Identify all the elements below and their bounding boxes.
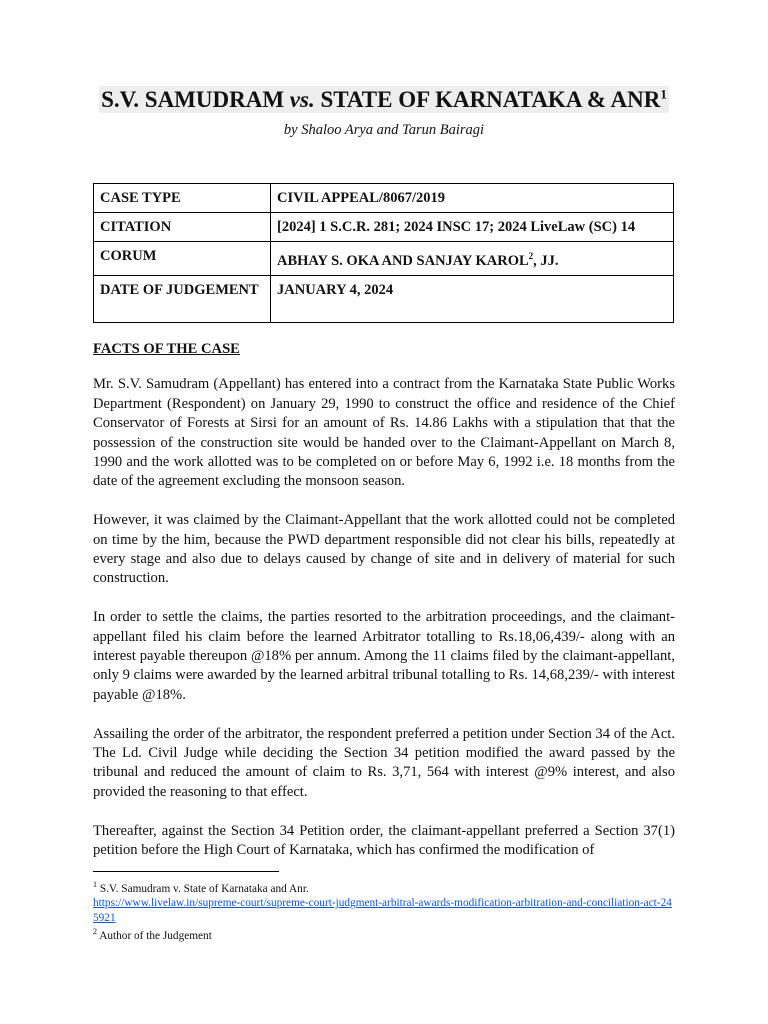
paragraph: Thereafter, against the Section 34 Petition order, the claimant-appellant preferred a Section 37(1) petition before the High Court of Karnataka, which has confirmed the modification of [93, 822, 675, 859]
footnote-1 [93, 878, 675, 896]
title-text: S.V. SAMUDRAM [101, 86, 290, 112]
table-row [94, 275, 674, 322]
paragraph: Assailing the order of the arbitrator, the respondent preferred a petition under Section 34 of the Act. The Ld. Civil Judge while deciding the Section 34 petition modified the award passed by the tribunal and reduced the amount of claim to Rs. 3,71, 564 with interest @9% interest, and also provided the reasoning to that effect. [93, 725, 675, 800]
footnote-divider [93, 871, 279, 872]
document-body [93, 340, 675, 880]
authors-line: by Shaloo Arya and Tarun Bairagi [283, 122, 485, 138]
row-value: JANUARY 4, 2024 [271, 275, 674, 322]
row-label: CORUM [94, 242, 271, 276]
footnote-number: 1 [93, 880, 97, 889]
table-row [94, 242, 674, 276]
footnote-number: 2 [93, 927, 97, 937]
footnote-link[interactable]: https://www.livelaw.in/supreme-court/supreme-court-judgment-arbitral-awards-modification-arbitration-and-conciliation-act-245921 [93, 897, 672, 924]
corum-suffix: , JJ. [533, 252, 559, 269]
corum-names: ABHAY S. OKA AND SANJAY KAROL [277, 252, 529, 269]
row-value: CIVIL APPEAL/8067/2019 [271, 184, 674, 213]
footnote-ref: 1 [660, 86, 667, 101]
paragraph: In order to settle the claims, the parties resorted to the arbitration proceedings, and the claimant-appellant filed his claim before the learned Arbitrator totalling to Rs.18,06,439/- along with an interest payable thereupon @18% per annum. Among the 11 claims filed by the claimant-appellant, only 9 claims were awarded by the learned arbitral tribunal totalling to Rs. 14,68,239/- with interest payable @18%. [93, 609, 675, 703]
table-row [94, 213, 674, 242]
row-label: DATE OF JUDGEMENT [94, 275, 271, 322]
paragraph: Mr. S.V. Samudram (Appellant) has entered into a contract from the Karnataka State Public Works Department (Respondent) on January 29, 1990 to construct the office and residence of the Chief Conservator of Forests at Sirsi for an amount of Rs. 14.86 Lakhs with a stipulation that that the possession of the construction site would be handed over to the Claimant-Appellant on March 8, 1990 and the work allotted was to be completed on or before May 6, 1992 i.e. 18 months from the date of the agreement excluding the monsoon season. [93, 376, 675, 490]
footnote-ref: 2 [528, 251, 534, 261]
row-value: [2024] 1 S.C.R. 281; 2024 INSC 17; 2024 LiveLaw (SC) 14 [271, 213, 674, 242]
footnote-text: S.V. Samudram v. State of Karnataka and Anr. [97, 882, 309, 895]
footnotes [93, 878, 675, 944]
table-row [94, 184, 674, 213]
row-label: CITATION [94, 213, 271, 242]
row-label: CASE TYPE [94, 184, 271, 213]
case-details-table [93, 183, 674, 323]
title-text-2: STATE OF KARNATAKA & ANR [314, 86, 661, 112]
row-value [271, 242, 674, 276]
document-title [0, 86, 768, 113]
section-heading: FACTS OF THE CASE [93, 341, 240, 357]
footnote-2 [93, 925, 675, 943]
paragraph: However, it was claimed by the Claimant-Appellant that the work allotted could not be completed on time by the him, because the PWD department responsible did not clear his bills, repeatedly at every stage and also due to delays caused by change of site and in delivery of material for such construction. [93, 512, 675, 587]
title-vs: vs. [289, 86, 315, 112]
footnote-text: Author of the Judgement [97, 930, 212, 943]
